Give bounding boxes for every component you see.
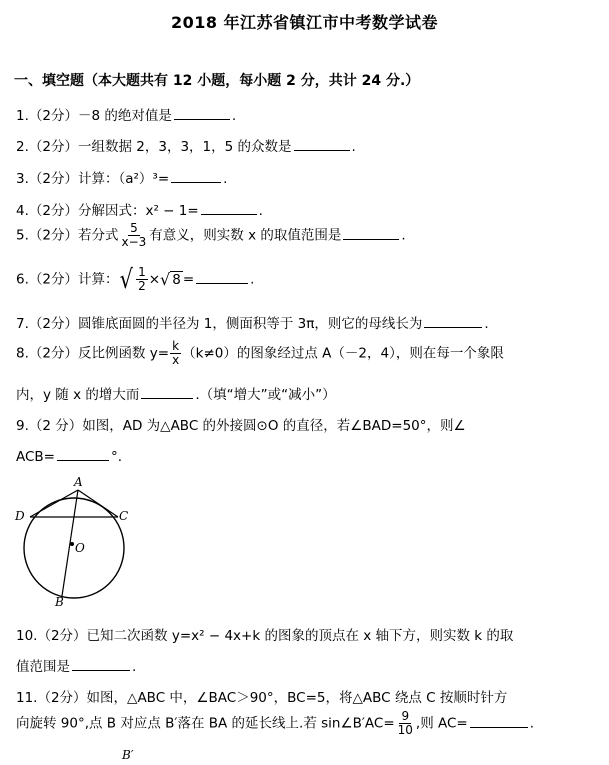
question-9 xyxy=(16,414,466,434)
question-9-line-2 xyxy=(16,446,122,465)
question-8-text: 8.（2分）反比例函数 y= xyxy=(16,345,170,362)
answer-blank[interactable] xyxy=(343,225,399,240)
answer-blank[interactable] xyxy=(57,446,109,461)
question-6 xyxy=(16,266,254,293)
question-8-line-2 xyxy=(16,383,336,403)
question-8-line2-text: 内，y 随 x 的增大而 xyxy=(16,387,140,403)
question-1 xyxy=(16,104,236,124)
question-10-text: 10.（2分）已知二次函数 y=x² − 4x+k 的图象的顶点在 x 轴下方，则实数 k 的取 xyxy=(16,628,514,644)
times-sign: × xyxy=(148,271,161,288)
fraction xyxy=(136,266,148,293)
question-11-line-2 xyxy=(16,710,534,737)
center-point xyxy=(70,542,74,546)
fraction xyxy=(119,222,148,249)
question-9-line2-suffix: °. xyxy=(111,449,123,465)
question-8-line2-suffix: .（填“增大”或“减小”） xyxy=(195,387,336,403)
answer-blank[interactable] xyxy=(196,269,248,284)
fraction-denominator: 2 xyxy=(138,279,146,293)
question-10-line2-text: 值范围是 xyxy=(16,659,70,675)
label-b: B xyxy=(55,595,64,609)
fraction-denominator: x xyxy=(172,353,180,367)
label-a: A xyxy=(74,475,83,489)
equals-sign: = xyxy=(182,271,195,288)
question-7-suffix: . xyxy=(484,316,489,332)
fraction-numerator: k xyxy=(172,339,180,353)
segment-ad xyxy=(30,490,78,517)
question-10-line-2 xyxy=(16,655,136,675)
question-1-text: 1.（2分）－8 的绝对值是 xyxy=(16,108,172,124)
question-10 xyxy=(16,624,513,644)
question-9-text: 9.（2 分）如图，AD 为△ABC 的外接圆⊙O 的直径，若∠BAD=50°，则∠ xyxy=(16,418,466,434)
answer-blank[interactable] xyxy=(294,136,350,151)
question-5 xyxy=(16,222,406,249)
fraction xyxy=(396,710,415,737)
answer-blank[interactable] xyxy=(201,200,257,215)
question-3-text: 3.（2分）计算：（a²）³= xyxy=(16,171,170,187)
sqrt-eight xyxy=(160,270,183,289)
question-6-suffix: . xyxy=(250,271,255,288)
question-2 xyxy=(16,135,356,155)
radical-sign: √ xyxy=(120,264,134,295)
question-11-line2-suffix: . xyxy=(529,715,535,732)
question-6-text: 6.（2分）计算： xyxy=(16,271,119,288)
question-5-suffix: . xyxy=(401,227,406,244)
question-11-text: 11.（2分）如图，△ABC 中，∠BAC＞90°，BC=5，将△ABC 绕点 C 按顺时针方 xyxy=(16,690,508,706)
question-2-suffix: . xyxy=(351,139,356,155)
fraction-numerator: 9 xyxy=(401,709,410,723)
answer-blank[interactable] xyxy=(174,105,230,120)
question-11-line2-text: 向旋转 90°,点 B 对应点 B′落在 BA 的延长线上.若 sin∠B′AC= xyxy=(16,715,395,732)
label-c: C xyxy=(119,509,129,523)
sqrt-body: 8 xyxy=(172,272,181,288)
fraction-denominator: x−3 xyxy=(121,235,147,249)
question-10-line2-suffix: . xyxy=(132,659,137,675)
fraction-numerator: 5 xyxy=(130,221,138,235)
fraction xyxy=(170,340,181,367)
label-d: D xyxy=(15,509,25,523)
fraction-denominator: 10 xyxy=(397,723,413,737)
question-3-suffix: . xyxy=(223,171,228,187)
label-b-prime: B′ xyxy=(122,748,134,762)
label-o: O xyxy=(75,541,85,555)
segment-ac xyxy=(78,490,118,517)
page-title: 2018 年江苏省镇江市中考数学试卷 xyxy=(170,13,439,32)
question-4-suffix: . xyxy=(258,203,263,219)
answer-blank[interactable] xyxy=(424,313,482,328)
question-1-suffix: . xyxy=(231,108,237,124)
radical-sign: √ xyxy=(160,270,171,289)
question-5-middle: 有意义，则实数 x 的取值范围是 xyxy=(149,227,342,244)
sqrt-fraction xyxy=(118,266,148,293)
question-11 xyxy=(16,686,507,706)
question-7-text: 7.（2分）圆锥底面圆的半径为 1，侧面积等于 3π，则它的母线长为 xyxy=(16,316,423,332)
question-5-text: 5.（2分）若分式 xyxy=(16,227,119,244)
section-heading: 一、填空题（本大题共有 12 小题，每小题 2 分，共计 24 分.） xyxy=(14,73,420,89)
question-8 xyxy=(16,340,504,367)
fraction-numerator: 1 xyxy=(138,265,146,279)
question-2-text: 2.（2分）一组数据 2，3，3，1，5 的众数是 xyxy=(16,139,292,155)
answer-blank[interactable] xyxy=(171,168,221,183)
question-4 xyxy=(16,199,263,219)
question-8-middle: （k≠0）的图象经过点 A（－2，4），则在每一个象限 xyxy=(182,345,504,362)
answer-blank[interactable] xyxy=(470,713,528,728)
circle-diagram xyxy=(10,472,140,612)
answer-blank[interactable] xyxy=(72,656,130,671)
question-4-text: 4.（2分）分解因式：x² − 1= xyxy=(16,203,199,219)
question-11-line2-middle: ,则 AC= xyxy=(415,715,468,732)
answer-blank[interactable] xyxy=(141,384,193,399)
question-9-line2-text: ACB= xyxy=(16,449,55,465)
question-3 xyxy=(16,167,227,187)
question-7 xyxy=(16,312,489,332)
